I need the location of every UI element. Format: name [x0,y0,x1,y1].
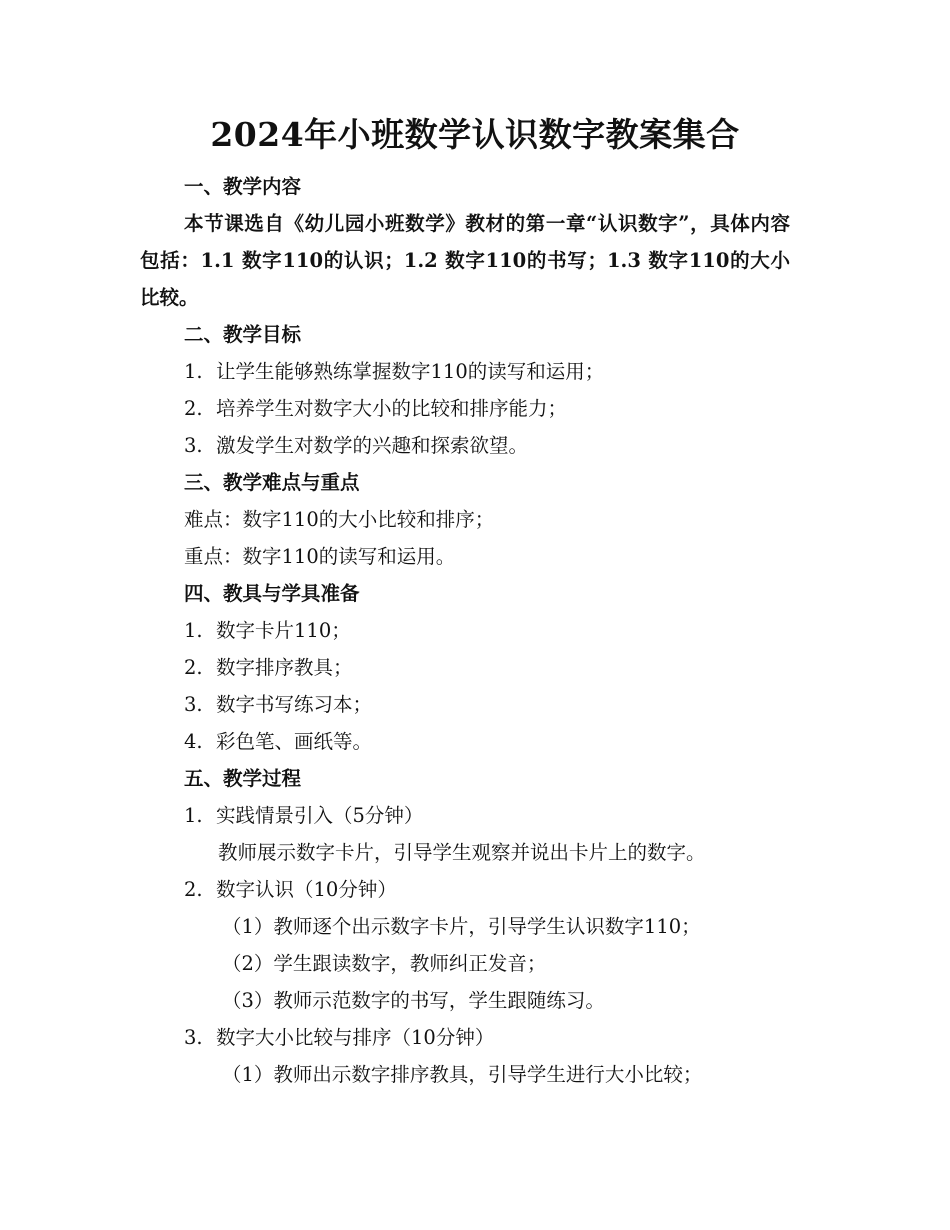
list-text: 数字书写练习本； [216,693,373,716]
list-number: 1. [184,619,203,642]
step-title: 实践情景引入（5分钟） [216,804,424,827]
process-step [140,1019,790,1056]
section-heading-content: 一、教学内容 [184,175,302,198]
step-subitem: （1）教师逐个出示数字卡片，引导学生认识数字110； [222,915,701,938]
list-number: 3. [184,693,203,716]
process-step [140,871,790,908]
step-title: 数字认识（10分钟） [216,878,397,901]
process-step [140,797,790,834]
list-item [140,427,790,464]
list-number: 4. [184,730,203,753]
section-heading-process: 五、教学过程 [184,767,302,790]
list-number: 3. [184,1026,203,1049]
list-item [140,649,790,686]
list-item [140,353,790,390]
step-title: 数字大小比较与排序（10分钟） [216,1026,495,1049]
list-text: 数字排序教具； [216,656,353,679]
list-number: 1. [184,804,203,827]
document-title: 2024年小班数学认识数字教案集合 [210,115,740,154]
step-detail: 教师展示数字卡片，引导学生观察并说出卡片上的数字。 [218,841,706,864]
step-subitem: （3）教师示范数字的书写，学生跟随练习。 [222,989,605,1012]
list-text: 彩色笔、画纸等。 [216,730,373,753]
list-item [140,612,790,649]
step-subitem: （2）学生跟读数字，教师纠正发音； [222,952,547,975]
list-text: 培养学生对数字大小的比较和排序能力； [216,397,568,420]
list-text: 激发学生对数学的兴趣和探索欲望。 [216,434,529,457]
list-item [140,390,790,427]
document-body [140,168,790,1093]
section-heading-difficulties: 三、教学难点与重点 [184,471,360,494]
list-number: 2. [184,656,203,679]
section-heading-objectives: 二、教学目标 [184,323,302,346]
difficulty-line: 难点：数字110的大小比较和排序； [184,508,495,531]
key-point-line: 重点：数字110的读写和运用。 [184,545,456,568]
list-number: 2. [184,397,203,420]
list-number: 2. [184,878,203,901]
step-subitem: （1）教师出示数字排序教具，引导学生进行大小比较； [222,1063,703,1086]
list-item [140,686,790,723]
list-number: 3. [184,434,203,457]
list-text: 让学生能够熟练掌握数字110的读写和运用； [216,360,605,383]
list-item [140,723,790,760]
section-heading-materials: 四、教具与学具准备 [184,582,360,605]
list-number: 1. [184,360,203,383]
content-paragraph: 本节课选自《幼儿园小班数学》教材的第一章“认识数字”，具体内容包括：1.1 数字110的认识；1.2 数字110的书写；1.3 数字110的大小比较。 [140,212,790,309]
list-text: 数字卡片110； [216,619,351,642]
